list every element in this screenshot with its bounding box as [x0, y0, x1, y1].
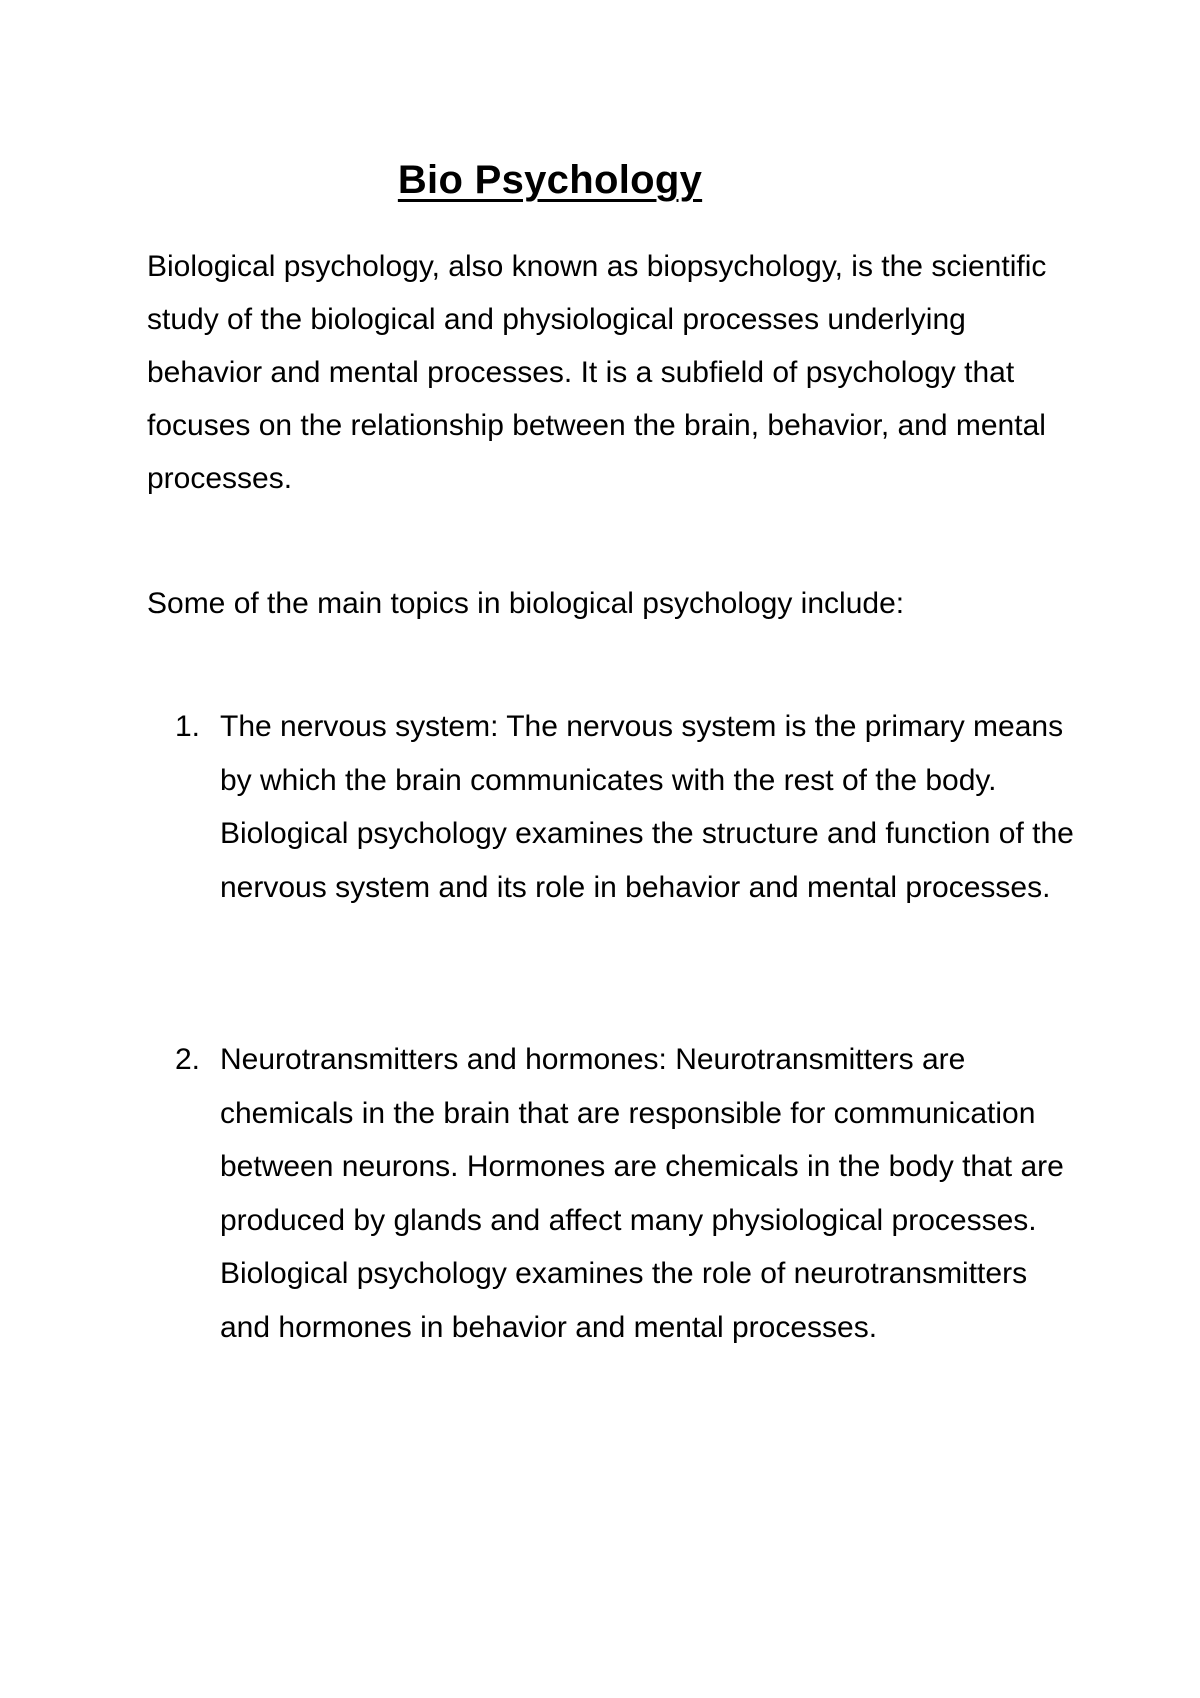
list-item-number: 1. [175, 710, 201, 743]
topics-intro-paragraph: Some of the main topics in biological psychology include: [147, 587, 905, 620]
topics-list-second [175, 1033, 1080, 1367]
list-item [175, 700, 1080, 914]
list-item-number: 2. [175, 1043, 201, 1076]
title-text: Bio Psychology [397, 158, 703, 202]
document-title [0, 155, 1200, 205]
list-item-text: Neurotransmitters and hormones: Neurotransmitters are chemicals in the brain that are responsible for communication between neurons. Hormones are chemicals in the body that are produced by glands and affect many physiological processes. Biological psychology examines the role of neurotransmitters and hormones in behavior and mental processes. [220, 1043, 1064, 1344]
list-item-text: The nervous system: The nervous system is the primary means by which the brain communicates with the rest of the body. Biological psychology examines the structure and function of the nervous system and its role in behavior and mental processes. [220, 710, 1074, 904]
intro-paragraph: Biological psychology, also known as biopsychology, is the scientific study of the biological and physiological processes underlying behavior and mental processes. It is a subfield of psychology that focuses on the relationship between the brain, behavior, and mental processes. [147, 250, 1047, 495]
topics-list-first [175, 700, 1080, 927]
list-item [175, 1033, 1080, 1354]
